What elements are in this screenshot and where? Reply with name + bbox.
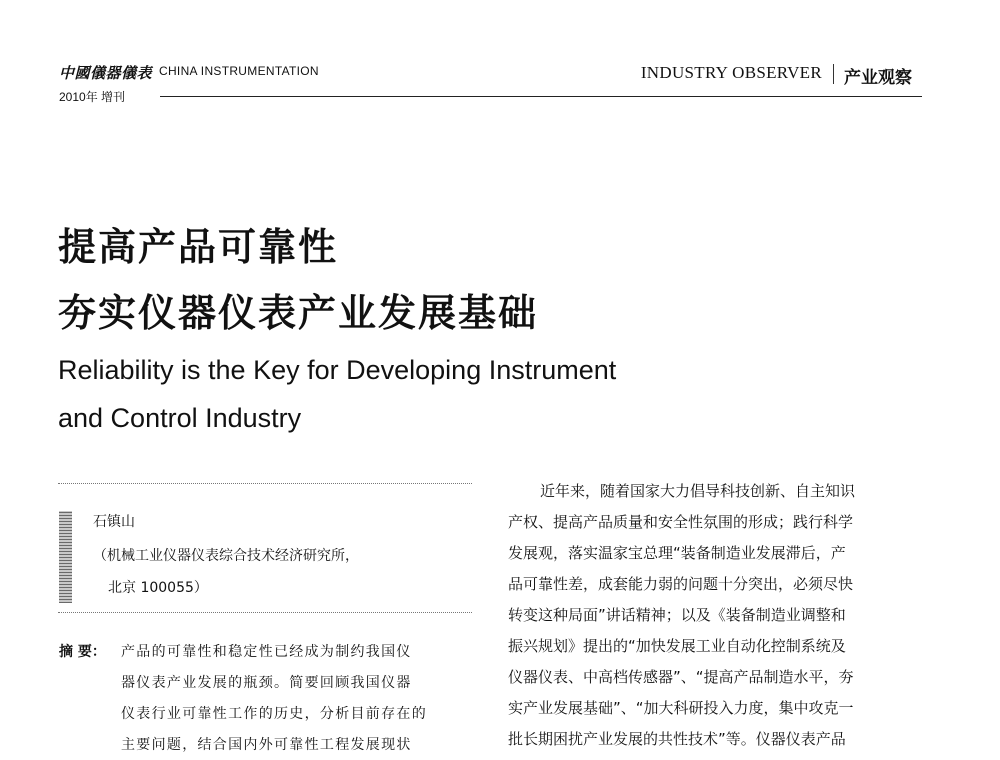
body-line-1: 近年来，随着国家大力倡导科技创新、自主知识 xyxy=(540,482,856,500)
body-line-4: 品可靠性差，成套能力弱的问题十分突出，必须尽快 xyxy=(508,575,854,593)
abstract-line-4: 主要问题，结合国内外可靠性工程发展现状 xyxy=(121,737,412,753)
body-line-9: 批长期困扰产业发展的共性技术”等。仪器仪表产品 xyxy=(508,730,846,748)
article-title-line-1: 提高产品可靠性 xyxy=(58,225,339,269)
section-name-en: INDUSTRY OBSERVER xyxy=(640,63,822,82)
abstract-line-3: 仪表行业可靠性工作的历史，分析目前存在的 xyxy=(121,706,427,722)
author-photo-placeholder xyxy=(59,511,72,603)
section-name-cn: 产业观察 xyxy=(844,68,912,88)
body-line-2: 产权、提高产品质量和安全性氛围的形成；践行科学 xyxy=(508,513,854,531)
author-name: 石镇山 xyxy=(93,514,135,530)
author-block-bottom-rule xyxy=(58,612,472,613)
abstract-label: 摘 要： xyxy=(59,644,106,660)
article-title-line-2: 夯实仪器仪表产业发展基础 xyxy=(58,291,539,335)
author-block-top-rule xyxy=(58,483,472,484)
author-affiliation-line-1: （机械工业仪器仪表综合技术经济研究所， xyxy=(93,548,359,564)
abstract-line-1: 产品的可靠性和稳定性已经成为制约我国仪 xyxy=(121,644,412,660)
body-line-6: 振兴规划》提出的“加快发展工业自动化控制系统及 xyxy=(508,637,846,655)
body-line-5: 转变这种局面”讲话精神；以及《装备制造业调整和 xyxy=(508,606,846,624)
author-affiliation-line-2: 北京 100055） xyxy=(108,580,208,596)
section-separator xyxy=(833,64,834,84)
article-subtitle-line-1: Reliability is the Key for Developing Instrument xyxy=(58,355,617,385)
journal-logo: 中國儀器儀表 xyxy=(59,64,153,82)
body-line-3: 发展观，落实温家宝总理“装备制造业发展滞后，产 xyxy=(508,544,846,562)
body-line-8: 实产业发展基础”、“加大科研投入力度，集中攻克一 xyxy=(508,699,854,717)
body-line-7: 仪器仪表、中高档传感器”、“提高产品制造水平，夯 xyxy=(508,668,854,686)
issue-label: 2010年 增刊 xyxy=(59,90,126,104)
journal-name-en: CHINA INSTRUMENTATION xyxy=(159,64,319,78)
abstract-line-2: 器仪表产业发展的瓶颈。简要回顾我国仪器 xyxy=(121,675,412,691)
article-subtitle-line-2: and Control Industry xyxy=(58,403,302,433)
header-rule xyxy=(160,96,922,97)
